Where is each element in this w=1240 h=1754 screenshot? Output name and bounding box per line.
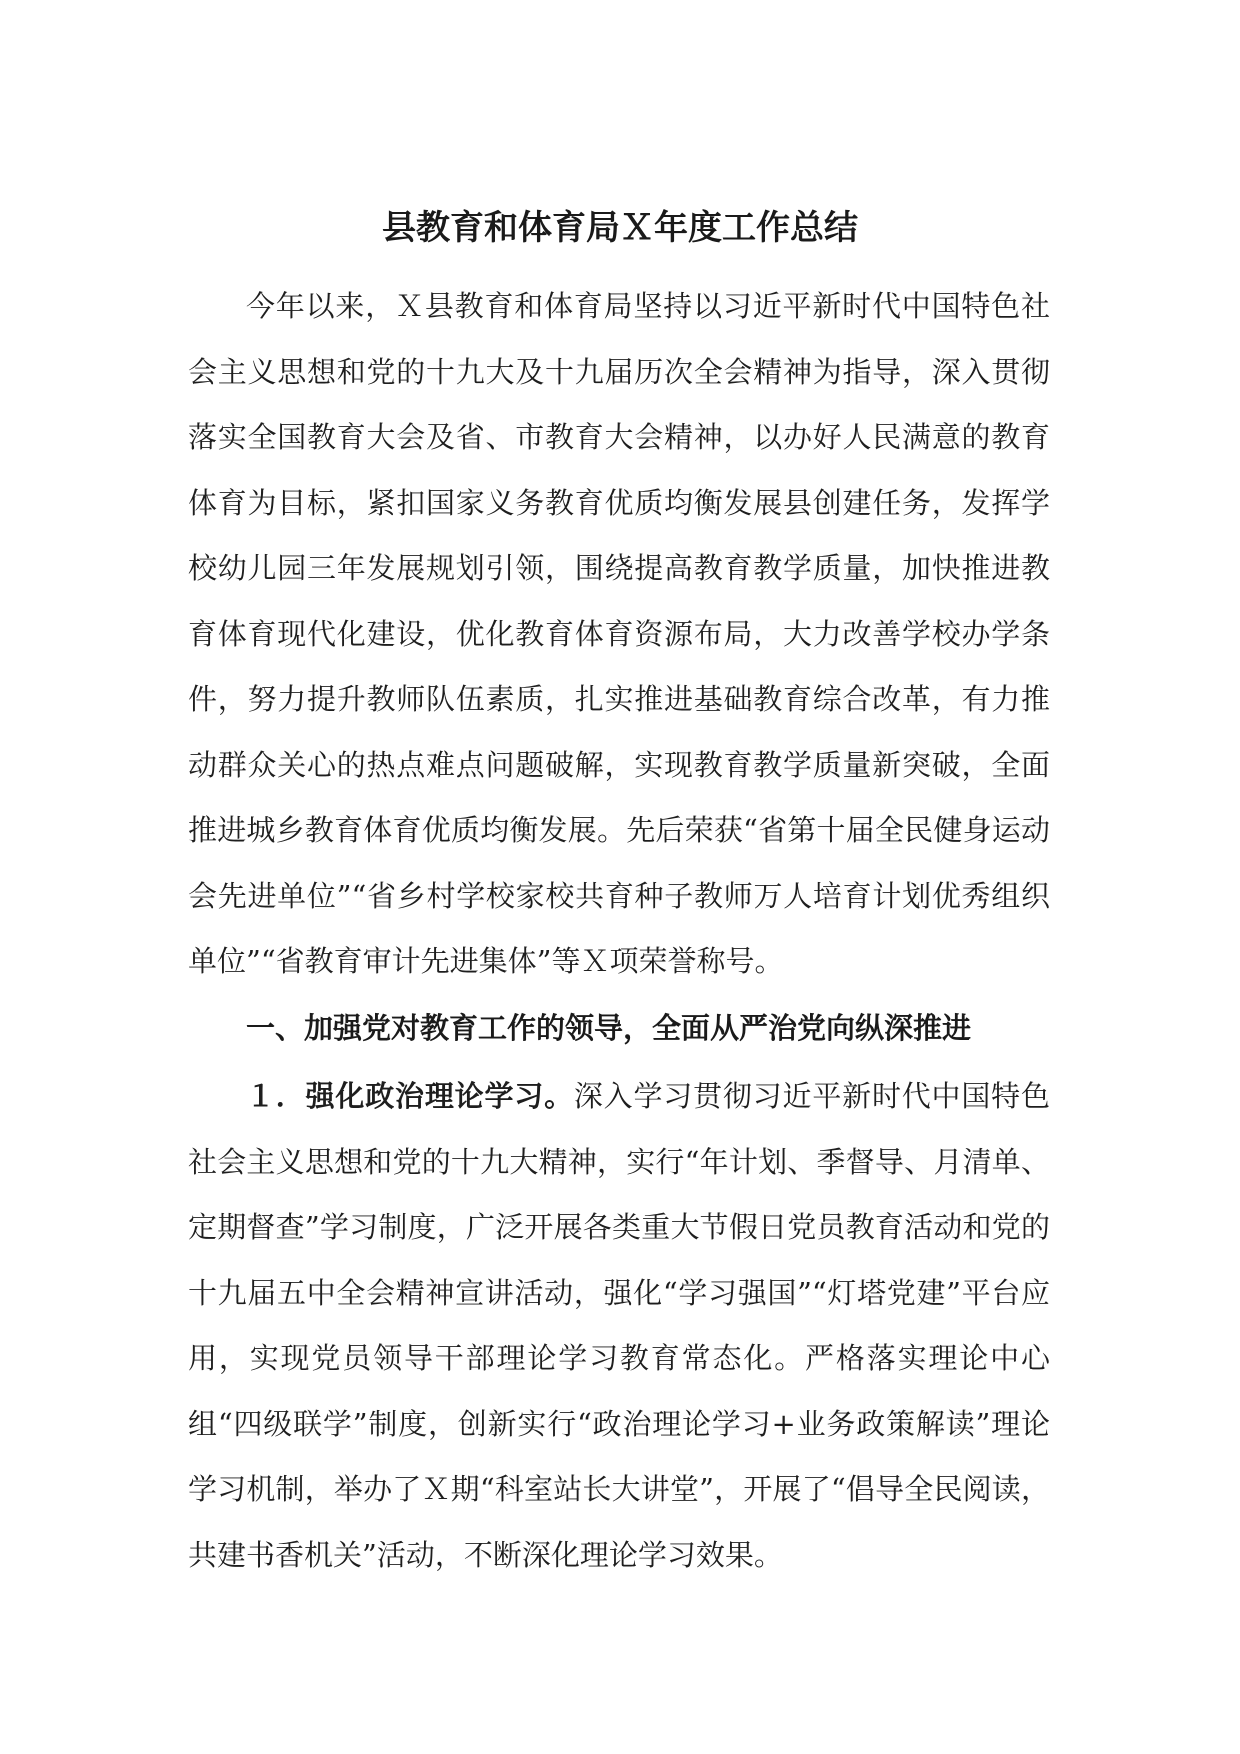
item-lead-text: １．强化政治理论学习。 — [246, 1079, 574, 1113]
document-title: 县教育和体育局Ｘ年度工作总结 — [382, 208, 858, 248]
item-paragraph — [188, 1064, 1050, 1588]
section-heading: 一、加强党对教育工作的领导，全面从严治党向纵深推进 — [246, 1011, 972, 1045]
intro-paragraph: 今年以来，Ｘ县教育和体育局坚持以习近平新时代中国特色社会主义思想和党的十九大及十九届历次全会精神为指导，深入贯彻落实全国教育大会及省、市教育大会精神，以办好人民满意的教育体育为目标，紧扣国家义务教育优质均衡发展县创建任务，发挥学校幼儿园三年发展规划引领，围绕提高教育教学质量，加快推进教育体育现代化建设，优化教育体育资源布局，大力改善学校办学条件，努力提升教师队伍素质，扎实推进基础教育综合改革，有力推动群众关心的热点难点问题破解，实现教育教学质量新突破，全面推进城乡教育体育优质均衡发展。先后荣获“省第十届全民健身运动会先进单位”“省乡村学校家校共育种子教师万人培育计划优秀组织单位”“省教育审计先进集体”等Ｘ项荣誉称号。 — [188, 289, 1050, 978]
item-body-text: 深入学习贯彻习近平新时代中国特色社会主义思想和党的十九大精神，实行“年计划、季督导、月清单、定期督查”学习制度，广泛开展各类重大节假日党员教育活动和党的十九届五中全会精神宣讲活动，强化“学习强国”“灯塔党建”平台应用，实现党员领导干部理论学习教育常态化。严格落实理论中心组“四级联学”制度，创新实行“政治理论学习+业务政策解读”理论学习机制，举办了Ｘ期“科室站长大讲堂”，开展了“倡导全民阅读，共建书香机关”活动，不断深化理论学习效果。 — [188, 1079, 1050, 1572]
